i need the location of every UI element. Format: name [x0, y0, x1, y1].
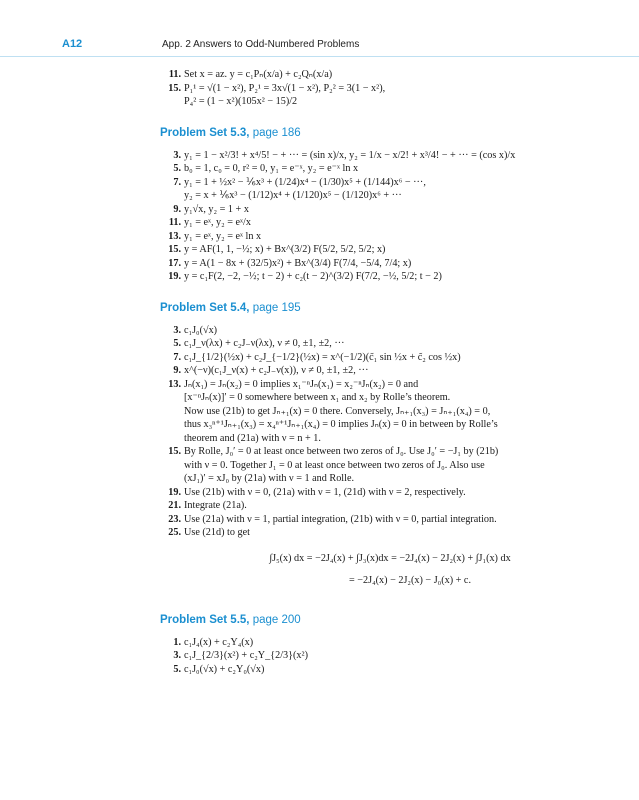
- answer-text: c₁J_{1/2}(½x) + c₂J_{−1/2}(½x) = x^(−1/2)(c̃₁ sin ½x + c̃₂ cos ½x): [184, 351, 461, 363]
- answer-number: 7.: [173, 351, 181, 363]
- answer-item: [160, 176, 590, 190]
- answer-item: [160, 513, 590, 527]
- answer-text: y₁√x, y₂ = 1 + x: [184, 203, 249, 215]
- answer-item: [160, 526, 590, 540]
- answer-number: 21.: [168, 500, 181, 511]
- answer-item: [160, 162, 590, 176]
- answer-item: [160, 378, 590, 392]
- answer-item: [160, 649, 590, 663]
- answer-text: c₁J_{2/3}(x²) + c₂Y_{2/3}(x²): [184, 650, 308, 661]
- answer-item: [160, 663, 590, 677]
- answers-body: [160, 68, 590, 676]
- answer-item: [160, 216, 590, 230]
- answer-item: [160, 445, 590, 459]
- answer-item: [160, 230, 590, 244]
- section-heading: [160, 302, 590, 314]
- answer-text: y₁ = eˣ, y₂ = eˣ ln x: [184, 230, 262, 242]
- answer-item: [160, 68, 590, 82]
- answer-number: 25.: [168, 527, 181, 538]
- answer-text: x^(−ν)(c₁J_ν(x) + c₂J₋ν(x)), ν ≠ 0, ±1, ±2, ···: [184, 365, 369, 376]
- answer-item: [160, 82, 590, 96]
- answer-item: [160, 499, 590, 513]
- section-title: Problem Set 5.4,: [160, 301, 250, 314]
- running-header: [0, 36, 639, 56]
- answer-text: Use (21d) to get: [184, 527, 250, 538]
- answer-item: [160, 364, 590, 378]
- answer-number: 13.: [168, 230, 181, 242]
- answer-text: c₁J₀(√x): [184, 324, 218, 336]
- answer-number: 17.: [168, 257, 181, 269]
- section-page: page 195: [252, 301, 301, 314]
- answer-number: 3.: [173, 149, 181, 161]
- answer-continuation: with ν = 0. Together J₁ = 0 at least once between two zeros of J₀. Also use: [184, 459, 485, 471]
- answer-continuation: Now use (21b) to get Jₙ₊₁(x) = 0 there. Conversely, Jₙ₊₁(x₃) = Jₙ₊₁(x₄) = 0,: [184, 405, 491, 417]
- section-title: Problem Set 5.3,: [160, 126, 250, 139]
- running-title: App. 2 Answers to Odd-Numbered Problems: [162, 39, 360, 50]
- answer-item: [160, 243, 590, 257]
- answer-text: y₁ = 1 − x²/3! + x⁴/5! − + ··· = (sin x)/x, y₂ = 1/x − x/2! + x³/4! − + ··· = (cos x)/x: [184, 149, 516, 161]
- answer-number: 15.: [168, 82, 181, 94]
- section-page: page 200: [252, 613, 301, 626]
- answer-number: 9.: [173, 203, 181, 215]
- answer-continuation: thus x₃ⁿ⁺¹Jₙ₊₁(x₃) = x₄ⁿ⁺¹Jₙ₊₁(x₄) = 0 implies Jₙ(x) = 0 in between by Rolle’s: [184, 419, 498, 430]
- answer-number: 7.: [173, 176, 181, 188]
- answer-number: 13.: [168, 378, 181, 390]
- answer-continuation: theorem and (21a) with ν = n + 1.: [184, 432, 321, 444]
- answer-continuation: P₄² = (1 − x²)(105x² − 15)/2: [184, 96, 298, 107]
- answer-number: 9.: [173, 365, 181, 376]
- answer-number: 19.: [168, 486, 181, 498]
- answer-item: [160, 636, 590, 650]
- answer-item: [160, 486, 590, 500]
- answer-text: y = c₁F(2, −2, −½; t − 2) + c₂(t − 2)^(3/2) F(7/2, −½, 5/2; t − 2): [184, 271, 442, 282]
- answer-text: By Rolle, J₀′ = 0 at least once between two zeros of J₀. Use J₀′ = −J₁ by (21b): [184, 446, 499, 457]
- answer-text: c₁J₀(√x) + c₂Y₀(√x): [184, 663, 265, 675]
- answer-text: y₁ = 1 + ½x² − ⅙x³ + (1/24)x⁴ − (1/30)x⁵ + (1/144)x⁶ − ···,: [184, 176, 426, 188]
- answer-number: 3.: [173, 324, 181, 336]
- answer-number: 5.: [173, 663, 181, 675]
- answer-text: b₀ = 1, c₀ = 0, r² = 0, y₁ = e⁻ˣ, y₂ = e⁻ˣ ln x: [184, 163, 359, 174]
- answer-text: Use (21b) with ν = 0, (21a) with ν = 1, (21d) with ν = 2, respectively.: [184, 486, 466, 498]
- section-heading: [160, 127, 590, 139]
- answer-number: 11.: [168, 69, 181, 80]
- answer-item: [160, 337, 590, 351]
- answer-item: [160, 351, 590, 365]
- section-title: Problem Set 5.5,: [160, 613, 250, 626]
- section-page: page 186: [252, 126, 301, 139]
- answer-continuation: [x⁻ⁿJₙ(x)]′ = 0 somewhere between x₁ and x₂ by Rolle’s theorem.: [184, 392, 451, 403]
- answer-number: 5.: [173, 163, 181, 174]
- answer-number: 15.: [168, 244, 181, 255]
- answer-number: 19.: [168, 271, 181, 282]
- answer-item: [160, 324, 590, 338]
- answer-text: P₁¹ = √(1 − x²), P₂¹ = 3x√(1 − x²), P₂² = 3(1 − x²),: [184, 82, 386, 94]
- answer-item: [160, 149, 590, 163]
- answer-text: Integrate (21a).: [184, 500, 247, 511]
- answer-number: 15.: [168, 446, 181, 457]
- answer-text: y = A(1 − 8x + (32/5)x²) + Bx^(3/4) F(7/4, −5/4, 7/4; x): [184, 257, 412, 269]
- answer-item: [160, 203, 590, 217]
- answer-item: [160, 257, 590, 271]
- answer-text: Set x = az. y = c₁Pₙ(x/a) + c₂Qₙ(x/a): [184, 69, 333, 80]
- answer-number: 1.: [173, 636, 181, 648]
- answer-continuation: y₂ = x + ⅙x³ − (1/12)x⁴ + (1/120)x⁵ − (1/120)x⁶ + ···: [184, 190, 402, 201]
- header-rule: [0, 56, 639, 57]
- answer-text: c₁J₄(x) + c₂Y₄(x): [184, 636, 254, 648]
- answer-item: [160, 270, 590, 284]
- answer-text: y = AF(1, 1, −½; x) + Bx^(3/2) F(5/2, 5/2, 5/2; x): [184, 244, 386, 255]
- answer-text: y₁ = eˣ, y₂ = eˣ/x: [184, 217, 251, 228]
- answer-continuation: (xJ₁)′ = xJ₀ by (21a) with ν = 1 and Rolle.: [184, 473, 355, 484]
- answer-number: 11.: [168, 217, 181, 228]
- page-number: A12: [62, 38, 83, 50]
- section-heading: [160, 614, 590, 626]
- display-equation: ∫J₅(x) dx = −2J₄(x) + ∫J₃(x)dx = −2J₄(x) − 2J₂(x) + ∫J₁(x) dx: [269, 552, 511, 564]
- answer-text: Jₙ(x₁) = Jₙ(x₂) = 0 implies x₁⁻ⁿJₙ(x₁) = x₂⁻ⁿJₙ(x₂) = 0 and: [184, 378, 419, 390]
- answer-number: 23.: [168, 513, 181, 525]
- answer-text: Use (21a) with ν = 1, partial integration, (21b) with ν = 0, partial integration.: [184, 513, 497, 525]
- answer-text: c₁J_ν(λx) + c₂J₋ν(λx), ν ≠ 0, ±1, ±2, ···: [184, 338, 345, 349]
- answer-number: 5.: [173, 338, 181, 349]
- display-equation: = −2J₄(x) − 2J₂(x) − J₀(x) + c.: [349, 574, 471, 586]
- answer-number: 3.: [173, 650, 181, 661]
